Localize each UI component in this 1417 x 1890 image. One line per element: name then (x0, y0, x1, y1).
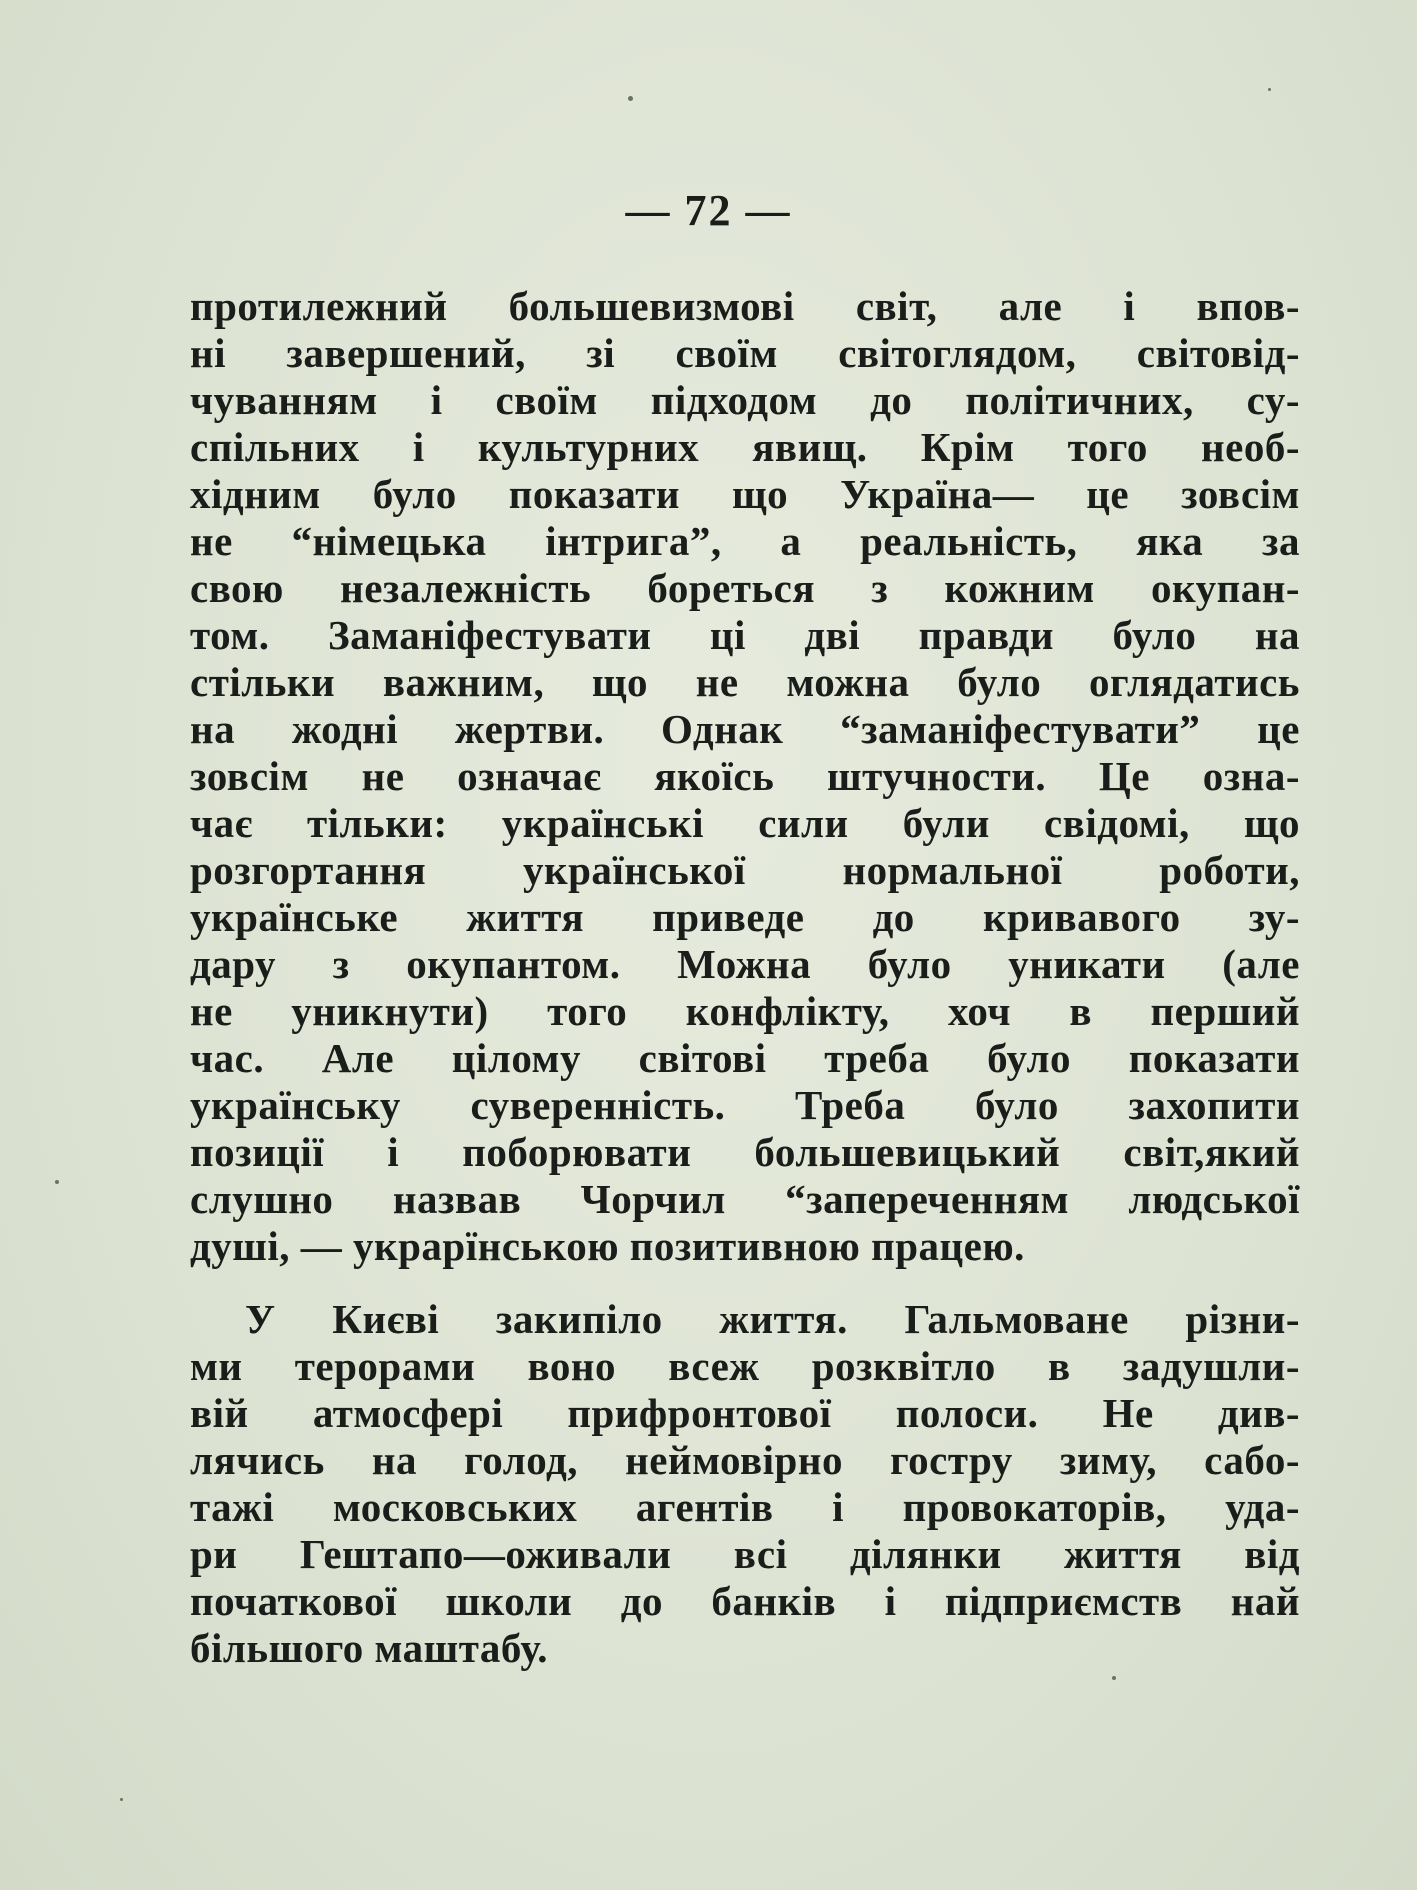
text-line: початкової школи до банків і підприємств най (190, 1578, 1300, 1624)
text-line: вій атмосфері прифронтової полоси. Не див- (190, 1390, 1300, 1436)
paragraph-1 (190, 283, 1300, 1270)
text-line: дару з окупантом. Можна було уникати (але (190, 941, 1300, 987)
text-line: більшого маштабу. (190, 1625, 549, 1671)
text-line: зовсім не означає якоїсь штучности. Це озна- (190, 753, 1300, 799)
text-line: тажі московських агентів і провокаторів, уда- (190, 1484, 1300, 1530)
paragraph-2 (190, 1296, 1300, 1672)
paper-speck (1112, 1676, 1116, 1680)
paper-speck (55, 1180, 59, 1184)
text-line: том. Заманіфестувати ці дві правди було на (190, 612, 1300, 658)
body-text (190, 283, 1300, 1672)
text-line: чуванням і своїм підходом до політичних, су- (190, 377, 1300, 423)
text-line: на жодні жертви. Однак “заманіфестувати” це (190, 706, 1300, 752)
text-line: чає тільки: українські сили були свідомі, що (190, 800, 1300, 846)
text-line: час. Але цілому світові треба було показати (190, 1035, 1300, 1081)
text-line: спільних і культурних явищ. Крім того необ- (190, 424, 1300, 470)
paper-speck (1268, 88, 1271, 91)
text-line: слушно назвав Чорчил “запереченням людської (190, 1176, 1300, 1222)
text-line: українське життя приведе до кривавого зу- (190, 894, 1300, 940)
text-line: ні завершений, зі своїм світоглядом, світовід- (190, 330, 1300, 376)
text-line: ри Гештапо—оживали всі ділянки життя від (190, 1531, 1300, 1577)
text-line: лячись на голод, неймовірно гостру зиму, сабо- (190, 1437, 1300, 1483)
paper-speck (628, 96, 633, 101)
page-number: — 72 — (625, 186, 792, 235)
text-line: ми терорами воно всеж розквітло в задушли- (190, 1343, 1300, 1389)
paper-speck (120, 1798, 123, 1801)
text-line: розгортання української нормальної роботи, (190, 847, 1300, 893)
text-line: протилежний большевизмові світ, але і впов- (190, 283, 1300, 329)
text-line: стільки важним, що не можна було оглядатись (190, 659, 1300, 705)
text-line: позиції і поборювати большевицький світ,який (190, 1129, 1300, 1175)
text-line: У Києві закипіло життя. Гальмоване різни- (245, 1296, 1300, 1342)
text-line: хідним було показати що Україна— це зовсім (190, 471, 1300, 517)
text-line: свою незалежність бореться з кожним окупан- (190, 565, 1300, 611)
text-line: не “німецька інтрига”, а реальність, яка за (190, 518, 1300, 564)
text-line: українську суверенність. Треба було захопити (190, 1082, 1300, 1128)
text-line: душі, — украрїнською позитивною працею. (190, 1223, 1025, 1269)
text-line: не уникнути) того конфлікту, хоч в перший (190, 988, 1300, 1034)
